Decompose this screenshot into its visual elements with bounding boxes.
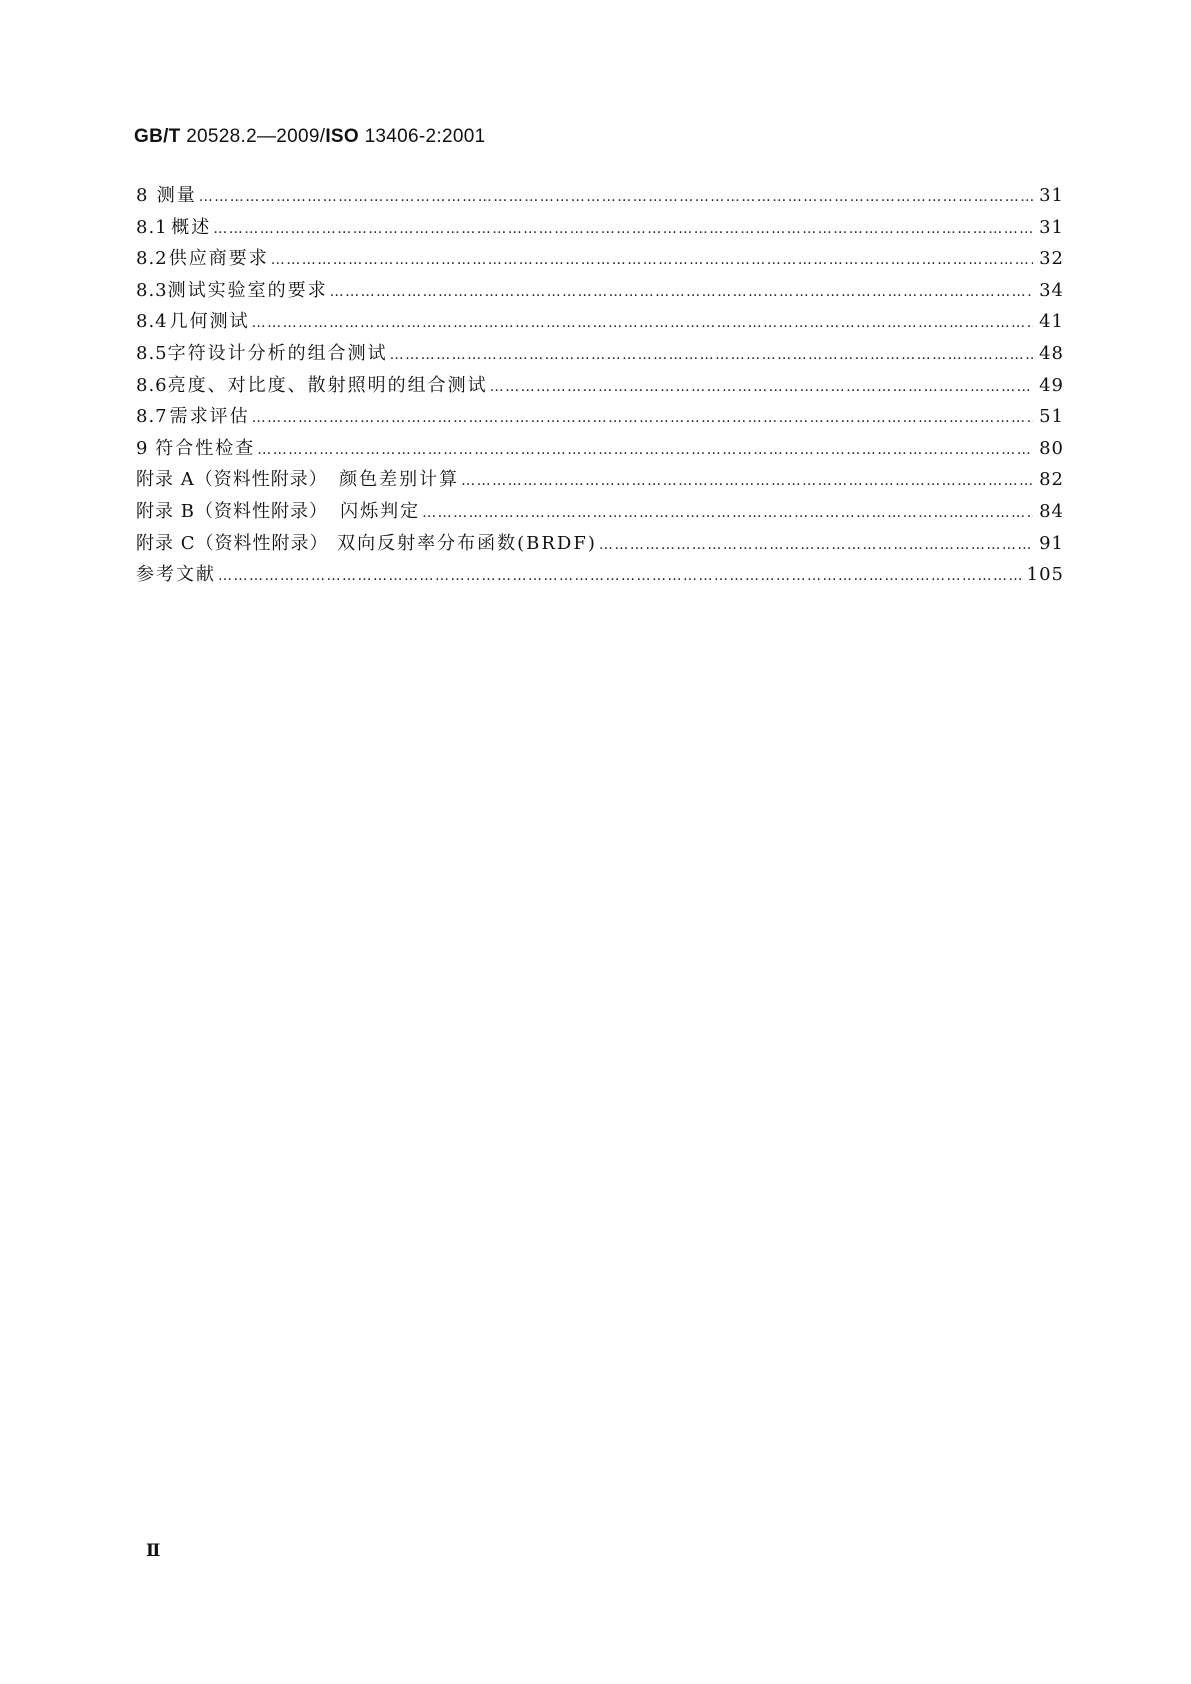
toc-entry-number: 8.2 [136, 248, 168, 270]
toc-leader-dots [490, 372, 1033, 404]
toc-entry-page: 105 [1026, 564, 1064, 586]
toc-entry[interactable] [136, 243, 1064, 275]
toc-leader-dots [330, 277, 1033, 309]
toc-entry-title: 供应商要求 [168, 248, 269, 270]
table-of-contents [136, 180, 1064, 591]
appendix-title: 闪烁判定 [340, 500, 421, 522]
toc-references-entry[interactable] [136, 559, 1064, 591]
appendix-label: 附录 A（资料性附录） [136, 469, 328, 491]
toc-entry[interactable] [136, 401, 1064, 433]
toc-entry-number: 8.6 [136, 374, 168, 396]
document-header [134, 126, 485, 148]
appendix-title: 颜色差别计算 [339, 469, 460, 491]
appendix-label: 附录 C（资料性附录） [136, 532, 329, 554]
toc-entry[interactable] [136, 433, 1064, 465]
standard-prefix: GB/T [134, 126, 181, 147]
toc-leader-dots [257, 435, 1033, 467]
toc-entry[interactable] [136, 306, 1064, 338]
toc-entry[interactable] [136, 275, 1064, 307]
toc-entry-title: 字符设计分析的组合测试 [167, 342, 388, 364]
toc-entry-number: 8.1 [136, 216, 168, 238]
toc-entry[interactable] [136, 370, 1064, 402]
toc-entry-page: 34 [1039, 279, 1064, 301]
toc-leader-dots [390, 340, 1033, 372]
toc-entry-page: 51 [1039, 406, 1064, 428]
toc-entry-page: 82 [1039, 469, 1064, 491]
toc-entry-page: 31 [1039, 185, 1064, 206]
appendix-title: 双向反射率分布函数(BRDF) [337, 532, 597, 554]
toc-entry-title: 测量 [156, 185, 197, 206]
toc-entry-number: 8 [136, 185, 149, 206]
toc-appendix-entry[interactable] [136, 528, 1064, 560]
iso-number: 13406-2:2001 [364, 126, 486, 147]
toc-entry-number: 8.4 [136, 311, 168, 333]
toc-entry-page: 49 [1039, 374, 1064, 396]
toc-leader-dots [213, 214, 1033, 246]
toc-entry-title: 亮度、对比度、散射照明的组合测试 [167, 374, 488, 396]
toc-entry-page: 31 [1039, 216, 1064, 238]
toc-leader-dots [218, 561, 1021, 593]
toc-entry-page: 91 [1039, 532, 1064, 554]
toc-appendix-entry[interactable] [136, 464, 1064, 496]
toc-entry-title: 符合性检查 [155, 437, 256, 459]
references-title: 参考文献 [136, 564, 216, 586]
toc-leader-dots [199, 182, 1033, 214]
toc-entry-title: 几何测试 [169, 311, 250, 333]
toc-entry-number: 9 [136, 437, 149, 459]
toc-leader-dots [461, 466, 1033, 498]
standard-number: 20528.2—2009/ [186, 126, 326, 147]
toc-appendix-entry[interactable] [136, 496, 1064, 528]
toc-entry-title: 概述 [171, 216, 212, 238]
toc-entry[interactable] [136, 212, 1064, 244]
toc-entry-page: 48 [1039, 342, 1064, 364]
toc-leader-dots [252, 403, 1033, 435]
page-number-footer: Ⅱ [146, 1541, 160, 1561]
toc-leader-dots [271, 245, 1033, 277]
iso-prefix: ISO [325, 126, 359, 147]
toc-entry-page: 84 [1039, 500, 1064, 522]
toc-entry-number: 8.5 [136, 342, 168, 364]
toc-leader-dots [252, 308, 1033, 340]
toc-entry-title: 测试实验室的要求 [167, 279, 328, 301]
toc-leader-dots [422, 498, 1033, 530]
toc-entry-page: 41 [1039, 311, 1064, 333]
toc-leader-dots [599, 530, 1033, 562]
toc-entry-number: 8.7 [136, 406, 168, 428]
toc-entry-page: 32 [1039, 248, 1064, 270]
appendix-label: 附录 B（资料性附录） [136, 500, 328, 522]
toc-entry-number: 8.3 [136, 279, 168, 301]
toc-entry[interactable] [136, 338, 1064, 370]
toc-entry[interactable] [136, 180, 1064, 212]
toc-entry-page: 80 [1039, 437, 1064, 459]
toc-entry-title: 需求评估 [169, 406, 250, 428]
